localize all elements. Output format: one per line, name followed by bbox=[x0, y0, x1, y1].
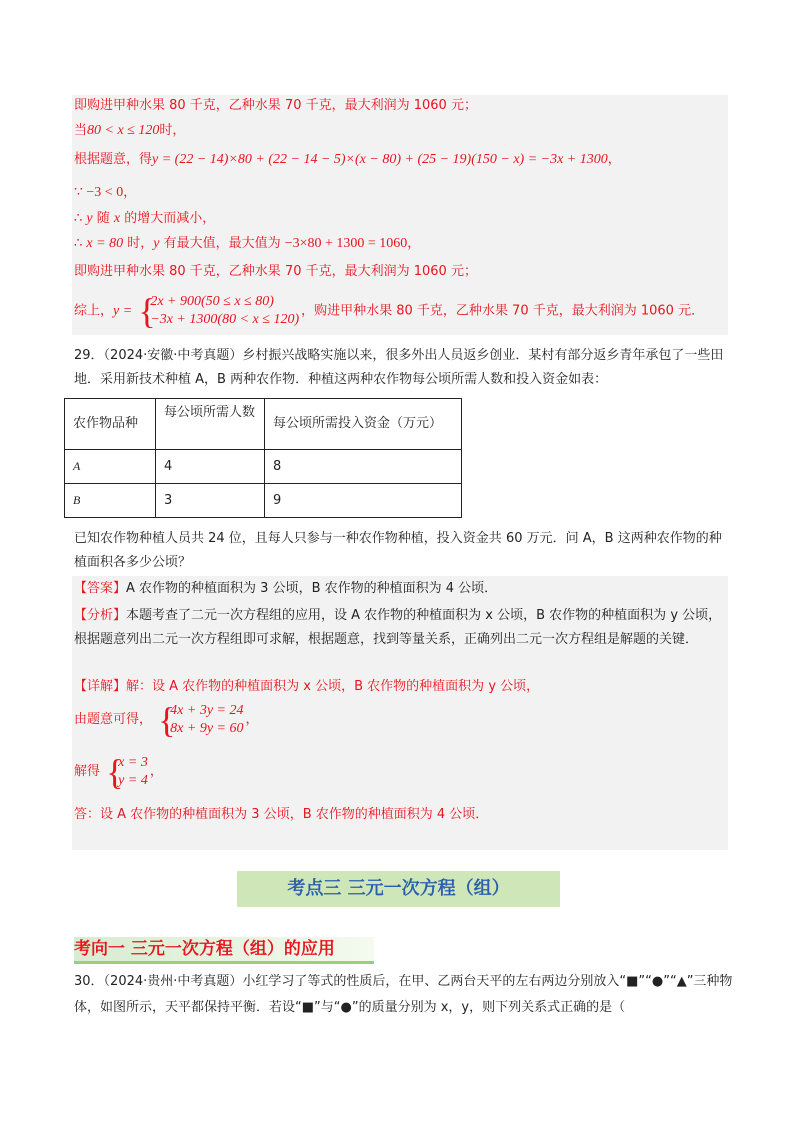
prev-line-5: ∴ y 随 x 的增大而减小， bbox=[74, 211, 216, 226]
q29-detail: 【详解】解：设 A 农作物的种植面积为 x 公顷，B 农作物的种植面积为 y 公顷， bbox=[74, 679, 540, 694]
solution-brace: { x = 3 y = 4 bbox=[106, 751, 148, 792]
prev-line-7: 即购进甲种水果 80 千克，乙种水果 70 千克，最大利润为 1060 元； bbox=[74, 264, 477, 279]
prev-line-6: ∴ x = 80 时，y 有最大值，最大值为 −3×80 + 1300 = 1060， bbox=[74, 236, 421, 251]
q29-final-answer: 答：设 A 农作物的种植面积为 3 公顷，B 农作物的种植面积为 4 公顷． bbox=[74, 807, 489, 822]
prev-line-8: 综上，y = { 2x + 900(50 ≤ x ≤ 80) −3x + 1300(80 < x ≤ 120) ，购进甲种水果 80 千克，乙种水果 70 千克，最大利润为 1060 元． bbox=[74, 291, 705, 331]
table-header: 每公顷所需人数 bbox=[156, 399, 265, 450]
table-cell: A bbox=[65, 450, 156, 484]
q29-solution: 解得 { x = 3 y = 4 ， bbox=[74, 751, 163, 792]
table-cell: 8 bbox=[265, 450, 462, 484]
table-cell: 4 bbox=[156, 450, 265, 484]
table-cell: 3 bbox=[156, 484, 265, 518]
prev-line-2: 当80 < x ≤ 120时， bbox=[74, 123, 186, 138]
section-title: 考点三 三元一次方程（组） bbox=[237, 871, 560, 907]
q29-system: 由题意可得， { 4x + 3y = 24 8x + 9y = 60 ， bbox=[74, 699, 259, 740]
q30-text: 30．（2024·贵州·中考真题）小红学习了等式的性质后，在甲、乙两台天平的左右两边分别放入“■”“●”“▲”三种物体，如图所示，天平都保持平衡．若设“■”与“●”的质量分别为 x，y，则下列关系式正确的是（ bbox=[74, 974, 733, 1015]
prev-line-4: ∵ −3 < 0， bbox=[74, 185, 137, 200]
analysis-label: 【分析】 bbox=[74, 608, 127, 623]
subsection-title: 考向一 三元一次方程（组）的应用 bbox=[74, 937, 374, 964]
inequality: 80 < x ≤ 120 bbox=[87, 123, 160, 138]
q29-answer: 【答案】A 农作物的种植面积为 3 公顷，B 农作物的种植面积为 4 公顷． bbox=[74, 581, 498, 596]
profit-equation: y = (22 − 14)×80 + (22 − 14 − 5)×(x − 80) + (25 − 19)(150 − x) = −3x + 1300 bbox=[152, 152, 608, 167]
q29-table bbox=[64, 398, 462, 518]
table-cell: B bbox=[65, 484, 156, 518]
q29-analysis: 【分析】本题考查了二元一次方程组的应用，设 A 农作物的种植面积为 x 公顷，B 农作物的种植面积为 y 公顷，根据题意列出二元一次方程组即可求解，根据题意，找到等量关系，正确列出二元一次方程组是解题的关键． bbox=[74, 608, 722, 647]
q29-question: 已知农作物种植人员共 24 位，且每人只参与一种农作物种植，投入资金共 60 万元．问 A，B 这两种农作物的种植面积各多少公顷？ bbox=[74, 531, 722, 570]
prev-line-3: 根据题意，得y = (22 − 14)×80 + (22 − 14 − 5)×(x − 80) + (25 − 19)(150 − x) = −3x + 1300， bbox=[74, 152, 621, 167]
q29-intro: 29．（2024·安徽·中考真题）乡村振兴战略实施以来，很多外出人员返乡创业．某村有部分返乡青年承包了一些田地．采用新技术种植 A，B 两种农作物．种植这两种农作物每公顷所需人数和投入资金如表： bbox=[74, 348, 724, 387]
detail-label: 【详解】 bbox=[74, 679, 127, 694]
equation-system-brace: { 4x + 3y = 24 8x + 9y = 60 bbox=[158, 699, 244, 740]
piecewise-brace: { 2x + 900(50 ≤ x ≤ 80) −3x + 1300(80 < x ≤ 120) bbox=[138, 291, 300, 331]
answer-label: 【答案】 bbox=[74, 581, 127, 596]
table-header: 农作物品种 bbox=[65, 399, 156, 450]
prev-line-1: 即购进甲种水果 80 千克，乙种水果 70 千克，最大利润为 1060 元； bbox=[74, 98, 477, 113]
table-cell: 9 bbox=[265, 484, 462, 518]
table-header: 每公顷所需投入资金（万元） bbox=[265, 399, 462, 450]
